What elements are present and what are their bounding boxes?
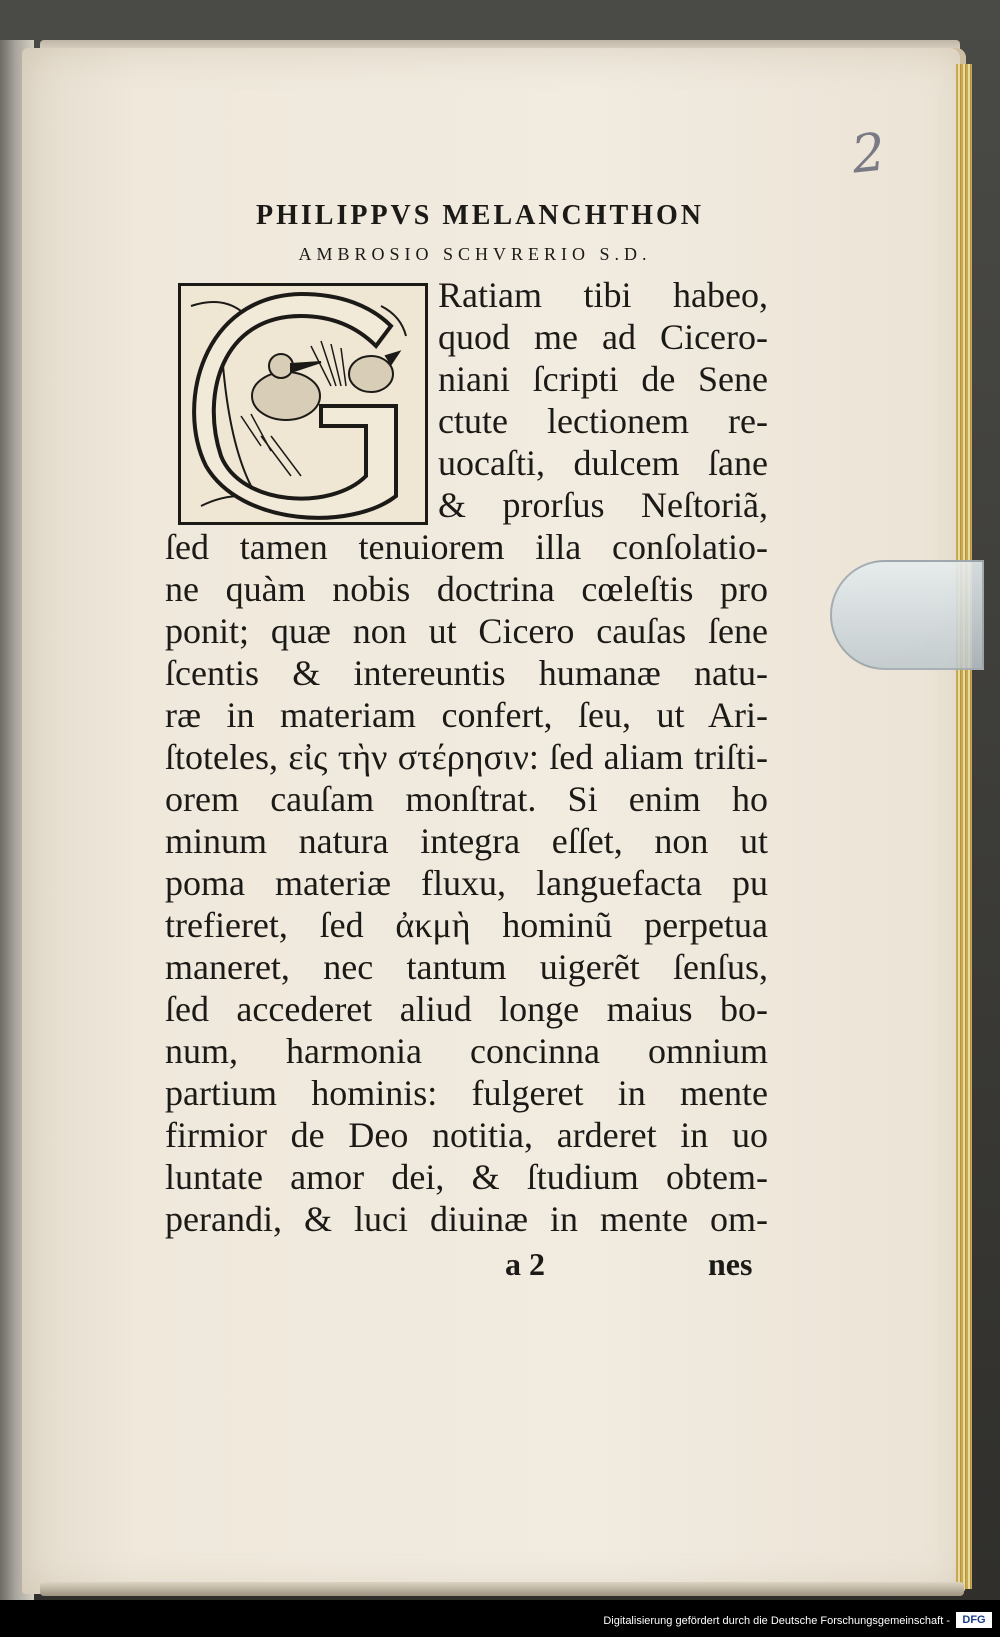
signature-mark: a 2 bbox=[505, 1246, 545, 1282]
text-line: uocaſti, dulcem ſane bbox=[438, 443, 768, 483]
text-line: minum natura integra eſſet, non ut bbox=[165, 821, 768, 861]
text-line: Ratiam tibi habeo, bbox=[438, 275, 768, 315]
page-clip bbox=[830, 560, 984, 670]
letter-addressee: AMBROSIO SCHVRERIO S.D. bbox=[298, 244, 652, 264]
text-line: niani ſcripti de Sene bbox=[438, 359, 768, 399]
text-line: orem cauſam monſtrat. Si enim ho bbox=[165, 779, 768, 819]
gilt-fore-edge bbox=[956, 64, 972, 1589]
text-line: trefieret, ſed ἀκμὴ hominũ perpetua bbox=[165, 905, 768, 945]
text-line: maneret, nec tantum uigerẽt ſenſus, bbox=[165, 947, 768, 987]
text-line: ſcentis & intereuntis humanæ natu- bbox=[165, 653, 768, 693]
text-line: & prorſus Neſtoriã, bbox=[438, 485, 768, 525]
text-line: ctute lectionem re- bbox=[438, 401, 768, 441]
dfg-logo: DFG bbox=[956, 1612, 992, 1628]
text-line: firmior de Deo notitia, arderet in uo bbox=[165, 1115, 768, 1155]
text-line: partium hominis: fulgeret in mente bbox=[165, 1073, 768, 1113]
text-line: ſtoteles, εἰς τὴν στέρησιν: ſed aliam triſti- bbox=[165, 737, 768, 777]
woodcut-initial bbox=[178, 283, 428, 525]
folio-number: 2 bbox=[848, 122, 889, 186]
text-line: ponit; quæ non ut Cicero cauſas ſene bbox=[165, 611, 768, 651]
letter-heading: PHILIPPVS MELANCHTHON bbox=[255, 200, 705, 231]
text-line: perandi, & luci diuinæ in mente om- bbox=[165, 1199, 768, 1239]
text-line: quod me ad Cicero- bbox=[438, 317, 768, 357]
text-line: num, harmonia concinna omnium bbox=[165, 1031, 768, 1071]
text-line: ræ in materiam confert, ſeu, ut Ari- bbox=[165, 695, 768, 735]
text-line: luntate amor dei, & ſtudium obtem- bbox=[165, 1157, 768, 1197]
catchword: nes bbox=[708, 1246, 753, 1282]
text-line: ſed tamen tenuiorem illa conſolatio- bbox=[165, 527, 768, 567]
text-line: ne quàm nobis doctrina cœleſtis pro bbox=[165, 569, 768, 609]
page-bottom-edge bbox=[40, 1582, 964, 1596]
text-line: ſed accederet aliud longe maius bo- bbox=[165, 989, 768, 1029]
footer-credit: Digitalisierung gefördert durch die Deutsche Forschungsgemeinschaft - bbox=[603, 1615, 950, 1627]
initial-g-illustration bbox=[181, 286, 425, 522]
text-line: poma materiæ fluxu, languefacta pu bbox=[165, 863, 768, 903]
